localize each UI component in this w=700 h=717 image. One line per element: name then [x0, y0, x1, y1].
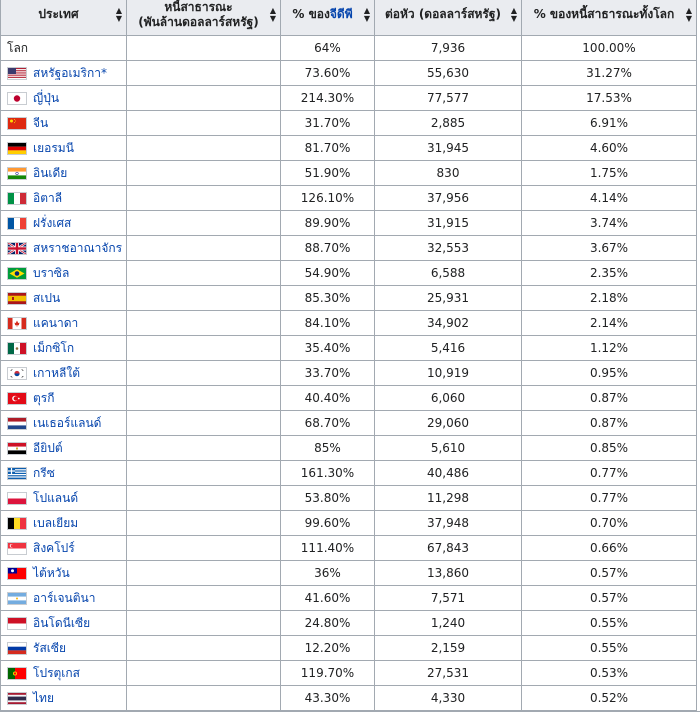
table-row — [1, 361, 697, 386]
table-row — [1, 336, 697, 361]
gdp-percent-cell: 54.90% — [281, 261, 375, 286]
public-debt-cell — [127, 661, 281, 686]
country-cell — [1, 461, 127, 486]
world-row — [1, 36, 697, 61]
country-link[interactable]: อาร์เจนตินา — [33, 590, 96, 605]
country-wrapper — [7, 314, 78, 333]
country-wrapper — [7, 539, 75, 558]
public-debt-cell — [127, 386, 281, 411]
public-debt-cell — [127, 536, 281, 561]
country-link[interactable]: ญี่ปุ่น — [33, 90, 60, 105]
per-capita-cell: 31,915 — [375, 211, 522, 236]
country-cell — [1, 111, 127, 136]
header-public-debt[interactable] — [127, 0, 281, 36]
world-share-cell: 0.52% — [522, 686, 697, 711]
table-row — [1, 436, 697, 461]
country-link[interactable]: อิตาลี — [33, 190, 63, 205]
world-share-cell: 0.77% — [522, 486, 697, 511]
table-row — [1, 261, 697, 286]
germany-flag-icon — [7, 142, 27, 155]
table-row — [1, 561, 697, 586]
world-share-cell: 4.60% — [522, 136, 697, 161]
india-flag-icon — [7, 167, 27, 180]
country-wrapper — [7, 189, 62, 208]
world-share-cell: 4.14% — [522, 186, 697, 211]
table-row — [1, 536, 697, 561]
public-debt-cell — [127, 161, 281, 186]
country-wrapper — [7, 664, 80, 683]
country-link[interactable]: กรีซ — [33, 465, 55, 480]
per-capita-cell: 2,885 — [375, 111, 522, 136]
sort-icon[interactable]: ▲ ▼ — [363, 5, 370, 23]
per-capita-cell: 40,486 — [375, 461, 522, 486]
per-capita-cell: 34,902 — [375, 311, 522, 336]
public-debt-cell — [127, 111, 281, 136]
per-capita-cell: 6,588 — [375, 261, 522, 286]
gdp-percent-cell: 51.90% — [281, 161, 375, 186]
gdp-percent-cell: 88.70% — [281, 236, 375, 261]
header-world-share-label: % ของหนี้สาธารณะทั้งโลก — [533, 7, 675, 21]
country-link[interactable]: สเปน — [33, 290, 61, 305]
thailand-flag-icon — [7, 692, 27, 705]
table-row — [1, 61, 697, 86]
world-share-cell: 0.87% — [522, 411, 697, 436]
per-capita-cell: 29,060 — [375, 411, 522, 436]
public-debt-cell — [127, 136, 281, 161]
per-capita-cell: 5,610 — [375, 436, 522, 461]
country-link[interactable]: ตุรกี — [33, 390, 55, 405]
country-link[interactable]: โปแลนด์ — [33, 490, 79, 505]
public-debt-cell — [127, 561, 281, 586]
country-cell — [1, 236, 127, 261]
world-share-cell: 17.53% — [522, 86, 697, 111]
gdp-percent-cell: 68.70% — [281, 411, 375, 436]
per-capita-cell: 830 — [375, 161, 522, 186]
country-wrapper — [7, 489, 78, 508]
gdp-percent-cell: 81.70% — [281, 136, 375, 161]
country-wrapper — [7, 464, 55, 483]
gdp-percent-cell: 24.80% — [281, 611, 375, 636]
country-cell — [1, 561, 127, 586]
table-header — [1, 0, 697, 36]
table-row — [1, 161, 697, 186]
egypt-flag-icon — [7, 442, 27, 455]
country-cell — [1, 636, 127, 661]
table-row — [1, 486, 697, 511]
header-gdp-percent[interactable] — [281, 0, 375, 36]
header-country-label: ประเทศ — [38, 7, 79, 21]
country-link[interactable]: จีน — [33, 115, 49, 130]
world-debt-cell — [127, 36, 281, 61]
table-row — [1, 686, 697, 711]
world-share-cell: 0.57% — [522, 561, 697, 586]
country-cell — [1, 311, 127, 336]
country-wrapper — [7, 689, 54, 708]
public-debt-cell — [127, 236, 281, 261]
world-country-cell: โลก — [1, 36, 127, 61]
header-country[interactable] — [1, 0, 127, 36]
singapore-flag-icon — [7, 542, 27, 555]
table-row — [1, 661, 697, 686]
sort-icon[interactable]: ▲ ▼ — [685, 5, 692, 23]
country-wrapper — [7, 339, 74, 358]
table-row — [1, 86, 697, 111]
gdp-percent-cell: 99.60% — [281, 511, 375, 536]
table-row — [1, 511, 697, 536]
world-share-cell: 1.12% — [522, 336, 697, 361]
world-share-cell: 3.67% — [522, 236, 697, 261]
public-debt-cell — [127, 86, 281, 111]
public-debt-cell — [127, 461, 281, 486]
spain-flag-icon — [7, 292, 27, 305]
public-debt-cell — [127, 586, 281, 611]
country-cell — [1, 611, 127, 636]
per-capita-cell: 25,931 — [375, 286, 522, 311]
per-capita-cell: 55,630 — [375, 61, 522, 86]
russia-flag-icon — [7, 642, 27, 655]
table-row — [1, 461, 697, 486]
per-capita-cell: 67,843 — [375, 536, 522, 561]
per-capita-cell: 27,531 — [375, 661, 522, 686]
country-wrapper — [7, 289, 60, 308]
country-cell — [1, 61, 127, 86]
country-cell — [1, 261, 127, 286]
belgium-flag-icon — [7, 517, 27, 530]
country-wrapper — [7, 414, 101, 433]
world-share-cell: 2.14% — [522, 311, 697, 336]
table-row — [1, 311, 697, 336]
world-share-cell: 0.53% — [522, 661, 697, 686]
per-capita-cell: 37,956 — [375, 186, 522, 211]
world-share-cell: 0.95% — [522, 361, 697, 386]
public-debt-cell — [127, 436, 281, 461]
china-flag-icon — [7, 117, 27, 130]
world-share-cell: 2.35% — [522, 261, 697, 286]
world-share-cell: 0.87% — [522, 386, 697, 411]
world-gdp-pct-cell: 64% — [281, 36, 375, 61]
public-debt-cell — [127, 411, 281, 436]
country-cell — [1, 661, 127, 686]
turkey-flag-icon — [7, 392, 27, 405]
country-link[interactable]: โปรตุเกส — [33, 665, 80, 680]
per-capita-cell: 2,159 — [375, 636, 522, 661]
table-row — [1, 136, 697, 161]
public-debt-cell — [127, 61, 281, 86]
country-wrapper — [7, 439, 63, 458]
country-wrapper — [7, 614, 90, 633]
header-world-share[interactable] — [522, 0, 697, 36]
per-capita-cell: 31,945 — [375, 136, 522, 161]
public-debt-cell — [127, 311, 281, 336]
country-link[interactable]: ไต้หวัน — [33, 565, 70, 580]
gdp-percent-cell: 89.90% — [281, 211, 375, 236]
gdp-percent-cell: 41.60% — [281, 586, 375, 611]
table-row — [1, 111, 697, 136]
header-row — [1, 0, 697, 36]
country-wrapper — [7, 139, 74, 158]
country-wrapper — [7, 114, 48, 133]
taiwan-flag-icon — [7, 567, 27, 580]
public-debt-cell — [127, 186, 281, 211]
public-debt-cell — [127, 511, 281, 536]
world-share-cell: 100.00% — [522, 36, 697, 61]
south-korea-flag-icon — [7, 367, 27, 380]
world-share-cell: 3.74% — [522, 211, 697, 236]
public-debt-cell — [127, 336, 281, 361]
world-share-cell: 1.75% — [522, 161, 697, 186]
table-row — [1, 611, 697, 636]
per-capita-cell: 10,919 — [375, 361, 522, 386]
gdp-link[interactable]: จีดีพี — [329, 7, 353, 21]
country-link[interactable]: บราซิล — [33, 265, 70, 280]
country-link[interactable]: ฝรั่งเศส — [33, 215, 72, 230]
gdp-percent-cell: 40.40% — [281, 386, 375, 411]
country-cell — [1, 286, 127, 311]
country-wrapper — [7, 639, 66, 658]
country-cell — [1, 586, 127, 611]
per-capita-cell: 11,298 — [375, 486, 522, 511]
gdp-percent-cell: 119.70% — [281, 661, 375, 686]
public-debt-cell — [127, 636, 281, 661]
per-capita-cell: 6,060 — [375, 386, 522, 411]
poland-flag-icon — [7, 492, 27, 505]
indonesia-flag-icon — [7, 617, 27, 630]
uk-flag-icon — [7, 242, 27, 255]
per-capita-cell: 32,553 — [375, 236, 522, 261]
world-share-cell: 6.91% — [522, 111, 697, 136]
header-public-debt-line2: (พันล้านดอลลาร์สหรัฐ) — [138, 14, 259, 29]
public-debt-cell — [127, 686, 281, 711]
sort-icon[interactable]: ▲ ▼ — [115, 5, 122, 23]
italy-flag-icon — [7, 192, 27, 205]
world-share-cell: 0.55% — [522, 611, 697, 636]
country-cell — [1, 411, 127, 436]
world-share-cell: 2.18% — [522, 286, 697, 311]
country-wrapper — [7, 364, 80, 383]
public-debt-cell — [127, 611, 281, 636]
world-share-cell: 31.27% — [522, 61, 697, 86]
brazil-flag-icon — [7, 267, 27, 280]
country-link[interactable]: อียิปต์ — [33, 440, 63, 455]
canada-flag-icon — [7, 317, 27, 330]
gdp-percent-cell: 35.40% — [281, 336, 375, 361]
gdp-percent-cell: 31.70% — [281, 111, 375, 136]
header-per-capita[interactable] — [375, 0, 522, 36]
country-cell — [1, 511, 127, 536]
public-debt-cell — [127, 286, 281, 311]
country-link[interactable]: สหรัฐอเมริกา* — [33, 65, 107, 80]
per-capita-cell: 77,577 — [375, 86, 522, 111]
country-wrapper — [7, 514, 78, 533]
country-wrapper — [7, 239, 122, 258]
gdp-percent-cell: 111.40% — [281, 536, 375, 561]
header-per-capita-label: ต่อหัว (ดอลลาร์สหรัฐ) — [385, 7, 501, 21]
country-link[interactable]: สิงคโปร์ — [33, 540, 75, 555]
table-row — [1, 186, 697, 211]
world-share-cell: 0.66% — [522, 536, 697, 561]
table-body — [1, 36, 697, 711]
public-debt-cell — [127, 261, 281, 286]
country-link[interactable]: อินโดนีเซีย — [33, 615, 91, 630]
table-bottom-border — [0, 711, 700, 712]
table-row — [1, 386, 697, 411]
gdp-percent-cell: 53.80% — [281, 486, 375, 511]
netherlands-flag-icon — [7, 417, 27, 430]
argentina-flag-icon — [7, 592, 27, 605]
world-share-cell: 0.57% — [522, 586, 697, 611]
table-row — [1, 286, 697, 311]
country-cell — [1, 86, 127, 111]
country-link[interactable]: แคนาดา — [33, 315, 79, 330]
country-cell — [1, 211, 127, 236]
table-row — [1, 211, 697, 236]
country-cell — [1, 336, 127, 361]
world-share-cell: 0.77% — [522, 461, 697, 486]
gdp-percent-cell: 85.30% — [281, 286, 375, 311]
gdp-percent-cell: 43.30% — [281, 686, 375, 711]
gdp-percent-cell: 36% — [281, 561, 375, 586]
country-link[interactable]: เบลเยียม — [33, 515, 79, 530]
gdp-percent-cell: 126.10% — [281, 186, 375, 211]
gdp-percent-cell: 85% — [281, 436, 375, 461]
us-flag-icon — [7, 67, 27, 80]
country-link[interactable]: เนเธอร์แลนด์ — [33, 415, 102, 430]
per-capita-cell: 4,330 — [375, 686, 522, 711]
gdp-percent-cell: 84.10% — [281, 311, 375, 336]
sort-icon[interactable]: ▲ ▼ — [269, 5, 276, 23]
public-debt-cell — [127, 211, 281, 236]
country-link[interactable]: รัสเซีย — [33, 640, 67, 655]
world-per-capita-cell: 7,936 — [375, 36, 522, 61]
per-capita-cell: 37,948 — [375, 511, 522, 536]
country-cell — [1, 186, 127, 211]
country-wrapper — [7, 564, 70, 583]
table-row — [1, 636, 697, 661]
portugal-flag-icon — [7, 667, 27, 680]
world-share-cell: 0.55% — [522, 636, 697, 661]
header-gdp-prefix: % ของ — [292, 7, 330, 21]
country-link[interactable]: เม็กซิโก — [33, 340, 75, 355]
country-link[interactable]: เกาหลีใต้ — [33, 365, 81, 380]
gdp-percent-cell: 214.30% — [281, 86, 375, 111]
greece-flag-icon — [7, 467, 27, 480]
country-wrapper — [7, 389, 55, 408]
public-debt-cell — [127, 361, 281, 386]
per-capita-cell: 5,416 — [375, 336, 522, 361]
country-cell — [1, 486, 127, 511]
country-cell — [1, 436, 127, 461]
country-cell — [1, 536, 127, 561]
mexico-flag-icon — [7, 342, 27, 355]
country-cell — [1, 361, 127, 386]
table-row — [1, 236, 697, 261]
country-wrapper — [7, 589, 95, 608]
japan-flag-icon — [7, 92, 27, 105]
country-cell — [1, 161, 127, 186]
per-capita-cell: 1,240 — [375, 611, 522, 636]
country-wrapper — [7, 264, 69, 283]
gdp-percent-cell: 12.20% — [281, 636, 375, 661]
per-capita-cell: 7,571 — [375, 586, 522, 611]
country-wrapper — [7, 64, 107, 83]
gdp-percent-cell: 33.70% — [281, 361, 375, 386]
world-share-cell: 0.85% — [522, 436, 697, 461]
country-link[interactable]: สหราชอาณาจักร — [33, 240, 123, 255]
world-share-cell: 0.70% — [522, 511, 697, 536]
country-wrapper — [7, 89, 59, 108]
gdp-percent-cell: 73.60% — [281, 61, 375, 86]
country-wrapper — [7, 214, 71, 233]
table-row — [1, 586, 697, 611]
france-flag-icon — [7, 217, 27, 230]
per-capita-cell: 13,860 — [375, 561, 522, 586]
sort-icon[interactable]: ▲ ▼ — [510, 5, 517, 23]
country-cell — [1, 386, 127, 411]
country-cell — [1, 136, 127, 161]
country-link[interactable]: ไทย — [33, 690, 54, 705]
country-link[interactable]: เยอรมนี — [33, 140, 74, 155]
country-wrapper — [7, 164, 67, 183]
country-link[interactable]: อินเดีย — [33, 165, 68, 180]
public-debt-cell — [127, 486, 281, 511]
header-public-debt-line1: หนี้สาธารณะ — [164, 0, 233, 14]
table-row — [1, 411, 697, 436]
country-cell — [1, 686, 127, 711]
gdp-percent-cell: 161.30% — [281, 461, 375, 486]
